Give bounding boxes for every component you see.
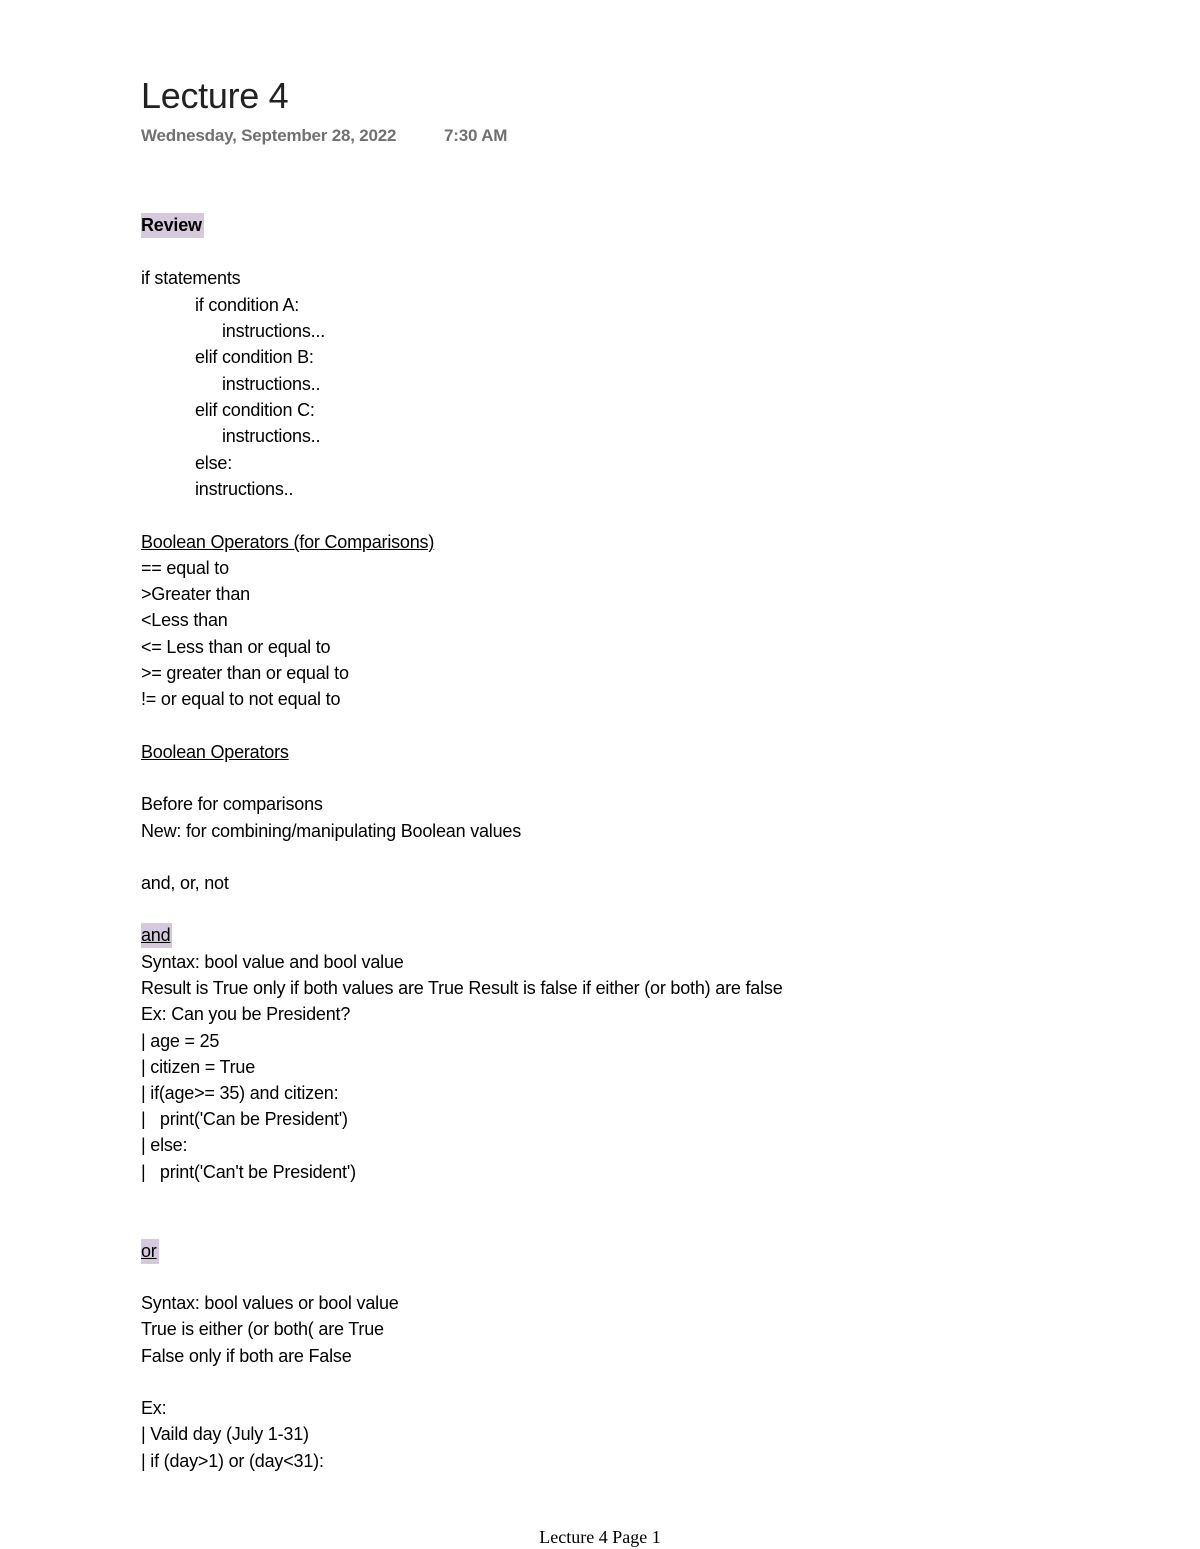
- review-heading: Review: [141, 214, 204, 236]
- review-line: else:: [195, 453, 233, 473]
- and-code-line: | print('Can be President'): [141, 1109, 348, 1129]
- and-code-line: | if(age>= 35) and citizen:: [141, 1083, 339, 1103]
- and-code-line: | print('Can't be President'): [141, 1162, 356, 1182]
- or-line: Ex:: [141, 1398, 167, 1418]
- and-code-line: | else:: [141, 1135, 188, 1155]
- and-heading: and: [141, 924, 172, 946]
- and-line: Result is True only if both values are True Result is false if either (or both) are false: [141, 978, 783, 998]
- comparison-heading: Boolean Operators (for Comparisons): [141, 532, 435, 552]
- review-line: instructions..: [195, 479, 294, 499]
- or-heading: or: [141, 1240, 159, 1262]
- and-code-line: | age = 25: [141, 1031, 220, 1051]
- and-line: Syntax: bool value and bool value: [141, 952, 404, 972]
- page-time: 7:30 AM: [444, 126, 508, 145]
- page-date: Wednesday, September 28, 2022: [141, 126, 397, 145]
- review-line: elif condition C:: [195, 400, 315, 420]
- and-code-line: | citizen = True: [141, 1057, 256, 1077]
- review-line: if condition A:: [195, 295, 300, 315]
- boolean-heading: Boolean Operators: [141, 742, 289, 762]
- comparison-line: <Less than: [141, 610, 228, 630]
- comparison-line: >= greater than or equal to: [141, 663, 349, 683]
- comparison-line: <= Less than or equal to: [141, 637, 331, 657]
- review-line: if statements: [141, 268, 241, 288]
- boolean-line: and, or, not: [141, 873, 229, 893]
- review-line: instructions..: [222, 374, 321, 394]
- page-title: Lecture 4: [141, 75, 289, 116]
- or-line: Syntax: bool values or bool value: [141, 1293, 399, 1313]
- or-line: False only if both are False: [141, 1346, 352, 1366]
- comparison-line: == equal to: [141, 558, 229, 578]
- page-footer: Lecture 4 Page 1: [539, 1527, 661, 1547]
- boolean-line: New: for combining/manipulating Boolean values: [141, 821, 522, 841]
- or-line: True is either (or both( are True: [141, 1319, 384, 1339]
- review-line: elif condition B:: [195, 347, 314, 367]
- comparison-line: >Greater than: [141, 584, 250, 604]
- or-code-line: | Vaild day (July 1-31): [141, 1424, 309, 1444]
- and-line: Ex: Can you be President?: [141, 1004, 351, 1024]
- or-code-line: | if (day>1) or (day<31):: [141, 1451, 324, 1471]
- boolean-line: Before for comparisons: [141, 794, 323, 814]
- review-line: instructions...: [222, 321, 326, 341]
- review-line: instructions..: [222, 426, 321, 446]
- comparison-line: != or equal to not equal to: [141, 689, 341, 709]
